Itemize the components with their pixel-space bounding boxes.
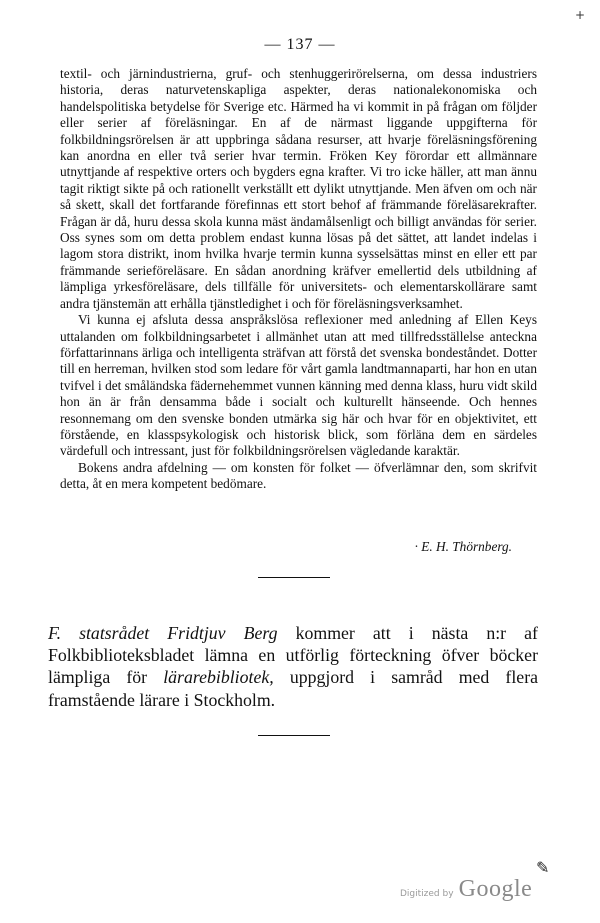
digitization-watermark — [400, 876, 580, 903]
author-signature: · E. H. Thörnberg. — [414, 539, 512, 554]
google-logo: Google — [458, 876, 533, 902]
article-paragraph: Bokens andra afdelning — om konsten för folket — öfverlämnar den, som skrifvit detta, åt en mera kompetent bedömare. — [60, 459, 537, 492]
digitized-by-label: Digitized by — [400, 889, 454, 899]
notice-title: F. statsrådet Fridtjuv Berg — [48, 623, 278, 643]
margin-plus-mark: + — [575, 8, 586, 22]
notice-paragraph — [48, 622, 538, 711]
article-paragraph: Vi kunna ej afsluta dessa anspråkslösa reflexioner med anledning af Ellen Keys uttalanden om folkbildningsarbetet i allmänhet utan att med tillfredsställelse anteckna författarinnans ärliga och intelligenta sträfvan att förstå det svenska bondeståndet. Dotter till en herreman, hvilken stod som ledare för vårt gamla landtmannaparti, har hon en utan tvifvel i det småländska fädernehemmet vunnen känning med denna klass, huru vidt skild hon än är från densamma både i socialt och kulturellt hänseende. Och hennes resonnemang om den svenske bonden utmärka sig här och hvar för en objektivitet, ett förstående, en klasspsykologisk och historisk blick, som förläna dem en särdeles värdefull och intressant, just för folkbildningsrörelsen vägledande karaktär. — [60, 312, 537, 459]
notice-italic-term: lärarebibliotek, — [163, 667, 274, 688]
notice-text: uppgjord i samråd med flera framstående lärare i Stockholm. — [48, 667, 539, 710]
section-divider — [258, 577, 330, 578]
page-number: — 137 — — [264, 36, 336, 53]
section-divider — [258, 735, 330, 736]
notice-text: kommer att i nästa n:r af Folkbiblioteksbladet lämna en utförlig förteckning öfver böcker lämpliga för — [48, 623, 538, 688]
margin-pencil-mark: ✎ — [536, 858, 550, 877]
article-body — [60, 66, 537, 493]
article-paragraph: textil- och järnindustrierna, gruf- och stenhuggerirörelserna, om dessa industriers historia, deras naturvetenskapliga aspekter, deras nationalekonomiska och handelspolitiska betydelse för Sverige etc. Härmed ha vi kommit in på frågan om följder eller serier af föreläsningar. En af de närmast liggande uppgifterna för folkbildningsrörelsen är att uppbringa sådana resurser, att hvarje föreläsningsförening kan anordna en eller två serier hvar termin. Fröken Key förordar ett allmännare utnyttjande af respektive orters och bygders egna krafter. Vi tro icke häller, att man ännu tagit riktigt sikte på och rationellt verkställt ett dylikt utnyttjande. Men äfven om och när så skett, skall det fortfarande förefinnas ett stort behof af främmande föreläsarekrafter. Frågan är då, huru dessa skola kunna mäst ändamålsenligt och billigt användas för serier. Oss synes som om detta problem endast kunna lösas på det sättet, att landet indelas i lagom stora distrikt, inom hvilka hvarje termin kunna sysselsättas minst en eller ett par främmande serieföreläsare. En sådan anordning kräfver emellertid dels utbildning af lämpliga yrkesföreläsare, dels tillfälle för universitets- och elementarskollärare samt andra tjänstemän att erhålla tjänstledighet i och för föreläsningsverksamhet. — [60, 66, 537, 311]
